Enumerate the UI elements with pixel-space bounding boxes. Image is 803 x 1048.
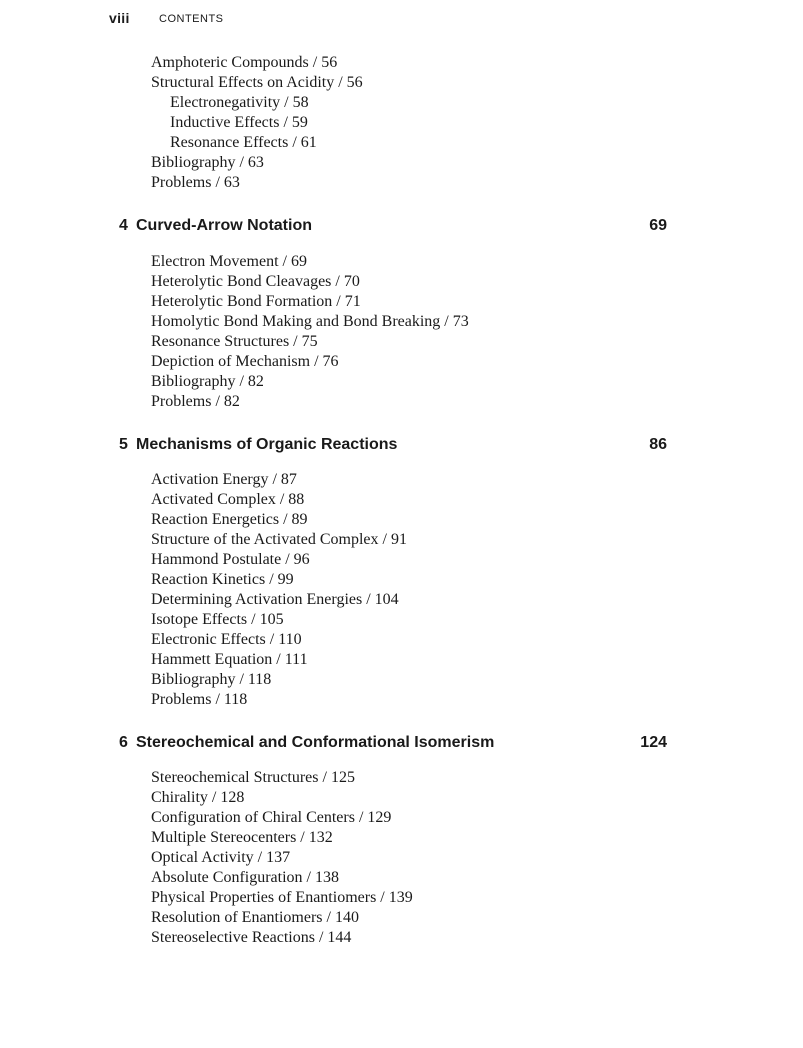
- toc-entry[interactable]: Bibliography / 118: [151, 671, 272, 688]
- toc-entry[interactable]: Resonance Structures / 75: [151, 333, 318, 350]
- page-number: viii: [109, 10, 130, 26]
- toc-entry[interactable]: Problems / 82: [151, 393, 240, 410]
- toc-entry[interactable]: Stereoselective Reactions / 144: [151, 929, 352, 946]
- chapter-number: 4: [119, 217, 128, 234]
- toc-entry[interactable]: Hammond Postulate / 96: [151, 551, 310, 568]
- toc-entry[interactable]: Heterolytic Bond Cleavages / 70: [151, 273, 360, 290]
- chapter-page: 124: [640, 734, 667, 751]
- toc-entry[interactable]: Isotope Effects / 105: [151, 611, 284, 628]
- toc-entry[interactable]: Chirality / 128: [151, 789, 245, 806]
- chapter-heading-5[interactable]: [119, 434, 667, 456]
- toc-entry[interactable]: Depiction of Mechanism / 76: [151, 353, 339, 370]
- toc-subentry[interactable]: Inductive Effects / 59: [170, 114, 308, 131]
- chapter-6-entry-list: [151, 768, 413, 948]
- toc-entry[interactable]: Electronic Effects / 110: [151, 631, 302, 648]
- toc-entry[interactable]: Reaction Kinetics / 99: [151, 571, 294, 588]
- toc-entry[interactable]: Bibliography / 63: [151, 154, 264, 171]
- toc-entry[interactable]: Problems / 118: [151, 691, 248, 708]
- chapter-heading-4[interactable]: [119, 215, 667, 237]
- toc-subentry[interactable]: Electronegativity / 58: [170, 94, 309, 111]
- chapter-4-entry-list: [151, 252, 469, 412]
- toc-entry[interactable]: Optical Activity / 137: [151, 849, 291, 866]
- toc-entry[interactable]: Determining Activation Energies / 104: [151, 591, 399, 608]
- toc-entry[interactable]: Heterolytic Bond Formation / 71: [151, 293, 361, 310]
- toc-entry[interactable]: Electron Movement / 69: [151, 253, 307, 270]
- chapter-number: 5: [119, 436, 128, 453]
- toc-entry[interactable]: Bibliography / 82: [151, 373, 264, 390]
- toc-entry[interactable]: Reaction Energetics / 89: [151, 511, 308, 528]
- carryover-entry-list: [151, 53, 363, 193]
- toc-entry[interactable]: Stereochemical Structures / 125: [151, 769, 355, 786]
- toc-entry[interactable]: Activation Energy / 87: [151, 471, 297, 488]
- chapter-number: 6: [119, 734, 128, 751]
- toc-entry[interactable]: Resolution of Enantiomers / 140: [151, 909, 359, 926]
- chapter-title: Mechanisms of Organic Reactions: [136, 436, 398, 453]
- chapter-title: Stereochemical and Conformational Isomerism: [136, 734, 495, 751]
- toc-entry[interactable]: Physical Properties of Enantiomers / 139: [151, 889, 413, 906]
- toc-entry[interactable]: Configuration of Chiral Centers / 129: [151, 809, 392, 826]
- toc-subentry[interactable]: Resonance Effects / 61: [170, 134, 317, 151]
- toc-entry[interactable]: Absolute Configuration / 138: [151, 869, 339, 886]
- toc-entry[interactable]: Homolytic Bond Making and Bond Breaking / 73: [151, 313, 469, 330]
- chapter-page: 69: [649, 217, 667, 234]
- toc-entry[interactable]: Problems / 63: [151, 174, 240, 191]
- toc-entry[interactable]: Structural Effects on Acidity / 56: [151, 74, 363, 91]
- toc-entry[interactable]: Hammett Equation / 111: [151, 651, 308, 668]
- running-head-section: CONTENTS: [159, 13, 224, 25]
- chapter-title: Curved-Arrow Notation: [136, 217, 312, 234]
- toc-entry[interactable]: Amphoteric Compounds / 56: [151, 54, 338, 71]
- toc-entry[interactable]: Multiple Stereocenters / 132: [151, 829, 333, 846]
- toc-entry[interactable]: Activated Complex / 88: [151, 491, 305, 508]
- chapter-page: 86: [649, 436, 667, 453]
- toc-entry[interactable]: Structure of the Activated Complex / 91: [151, 531, 407, 548]
- chapter-heading-6[interactable]: [119, 732, 667, 754]
- chapter-5-entry-list: [151, 470, 407, 710]
